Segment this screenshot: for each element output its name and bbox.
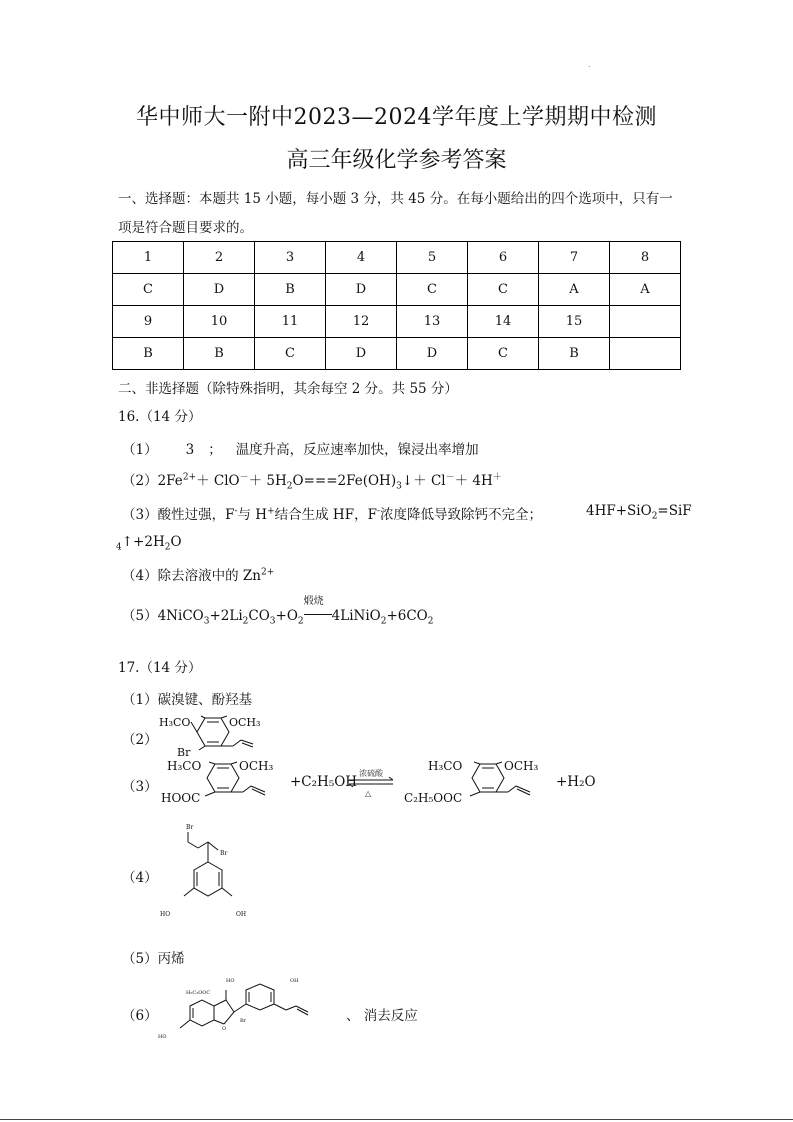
- equation-part: ↓＋ Cl: [401, 473, 446, 489]
- equation-part: CO: [248, 608, 270, 624]
- equation-part: 4LiNiO: [331, 608, 381, 624]
- table-cell: 15: [539, 306, 610, 338]
- answer-text: 浓度降低导致除钙不完全；: [380, 507, 542, 523]
- equilibrium-arrow: [347, 766, 397, 800]
- answer-number: （1）: [122, 442, 158, 458]
- table-cell: 3: [255, 242, 326, 274]
- table-cell: C: [468, 274, 539, 306]
- equation-part: O: [170, 534, 182, 550]
- q16-equation-3b: [116, 534, 182, 553]
- answer-number: （4）: [122, 568, 158, 584]
- table-cell: 1: [113, 242, 184, 274]
- q17-structure-3-reactant: [155, 756, 295, 808]
- label-ho-left: HO: [158, 1034, 167, 1040]
- table-cell: 11: [255, 306, 326, 338]
- q16-answer-2: [122, 469, 502, 492]
- subscript: 3: [269, 616, 276, 627]
- label-o: O: [222, 1026, 227, 1032]
- table-cell: C: [397, 274, 468, 306]
- subscript: 2: [286, 481, 293, 492]
- page-subtitle: 高三年级化学参考答案: [286, 148, 507, 173]
- page-title: 华中师大一附中2023—2024学年度上学期期中检测: [136, 105, 657, 130]
- section1-instructions-line2: 项是符合题目要求的。: [118, 220, 253, 236]
- q17-structure-3-product: [400, 756, 560, 808]
- corner-dot: .: [588, 60, 591, 69]
- label-och3: OCH₃: [504, 759, 539, 773]
- q17-structure-6: [150, 972, 350, 1044]
- superscript: -: [234, 506, 238, 517]
- equation-part: 4NiCO: [157, 608, 204, 624]
- table-cell: B: [113, 338, 184, 370]
- label-hooc: HOOC: [161, 791, 201, 805]
- q17-structure-2: [155, 712, 275, 758]
- label-ho-top: HO: [226, 978, 235, 984]
- table-cell: C: [468, 338, 539, 370]
- label-br-1: Br: [186, 824, 194, 831]
- table-cell: 10: [184, 306, 255, 338]
- reagent-ethanol: +C₂H₅OH: [290, 774, 358, 790]
- q16-header: 16.（14 分）: [118, 409, 202, 425]
- answer-text: 与 H: [237, 507, 268, 523]
- table-row: [113, 242, 681, 274]
- label-ho: HO: [160, 911, 171, 918]
- equation-part: =SiF: [657, 503, 692, 519]
- q16-equation-3a: [586, 503, 692, 522]
- equation-part: 4HF+SiO: [586, 503, 652, 519]
- q17-answer-3-number: （3）: [122, 779, 158, 795]
- table-cell: 12: [326, 306, 397, 338]
- table-cell: D: [326, 338, 397, 370]
- superscript: ＋: [492, 472, 502, 483]
- subscript: 2: [164, 542, 171, 553]
- answer-number: （1）: [122, 692, 158, 708]
- label-h3co: H₃CO: [159, 716, 191, 729]
- label-och3: OCH₃: [229, 716, 261, 729]
- equation-part: ＋ 4H: [454, 473, 493, 489]
- q17-structure-4: [150, 818, 260, 922]
- table-cell: C: [255, 338, 326, 370]
- table-cell: B: [539, 338, 610, 370]
- subscript: 2: [297, 616, 304, 627]
- answer-text: 丙烯: [157, 951, 185, 967]
- superscript: 2+: [182, 472, 197, 483]
- equation-part: ＋ 5H: [248, 473, 287, 489]
- equation-part: +O: [275, 608, 298, 624]
- table-cell: 6: [468, 242, 539, 274]
- page-bottom-border: [0, 1119, 793, 1120]
- answer-text: 酸性过强，F: [157, 507, 235, 523]
- answer-number: （2）: [122, 473, 158, 489]
- table-cell: 14: [468, 306, 539, 338]
- subscript: 2: [427, 616, 434, 627]
- reaction-arrow: [303, 596, 332, 620]
- section1-instructions-line1: 一、选择题：本题共 15 小题，每小题 3 分，共 45 分。在每小题给出的四个选项中，只有一: [118, 191, 673, 207]
- table-cell: D: [326, 274, 397, 306]
- answer-table: [112, 241, 681, 370]
- answer-number: （5）: [122, 951, 158, 967]
- superscript: -: [376, 506, 380, 517]
- q17-answer-6-number: （6）: [122, 1008, 158, 1024]
- table-row: [113, 274, 681, 306]
- table-cell: 4: [326, 242, 397, 274]
- q17-answer-6-text: 、 消去反应: [346, 1008, 418, 1024]
- label-br: Br: [177, 746, 191, 758]
- reaction-condition: 煅烧: [303, 596, 324, 607]
- q17-answer-5: [122, 947, 185, 967]
- q17-answer-2-number: （2）: [122, 732, 158, 748]
- equation-part: ＋ ClO: [196, 473, 240, 489]
- product-water: +H₂O: [556, 774, 596, 790]
- answer-text: 除去溶液中的 Zn: [157, 568, 261, 584]
- subscript: 2: [380, 616, 387, 627]
- label-ester: H₅C₂OOC: [186, 990, 211, 996]
- superscript: －: [445, 472, 455, 483]
- subscript: 2: [651, 511, 658, 522]
- subscript: 3: [203, 616, 210, 627]
- equation-part: O===2Fe(OH): [292, 473, 397, 489]
- table-cell: 9: [113, 306, 184, 338]
- q16-answer-5: [122, 596, 434, 627]
- q16-answer-3: [122, 503, 542, 523]
- section2-instructions: 二、非选择题（除特殊指明，其余每空 2 分。共 55 分）: [118, 381, 458, 397]
- table-cell: B: [184, 338, 255, 370]
- separator: ；: [208, 442, 222, 458]
- table-cell: 5: [397, 242, 468, 274]
- table-cell: 7: [539, 242, 610, 274]
- subscript: 4: [116, 542, 122, 553]
- label-br-2: Br: [220, 850, 228, 857]
- label-br: Br: [240, 1018, 247, 1024]
- label-h3co: H₃CO: [428, 759, 463, 773]
- q16-answer-1: [122, 438, 479, 458]
- label-h3co: H₃CO: [167, 759, 202, 773]
- equation-part: +6CO: [386, 608, 428, 624]
- label-och3: OCH₃: [239, 759, 274, 773]
- table-cell: A: [539, 274, 610, 306]
- answer-number: （3）: [122, 507, 158, 523]
- answer-number: （5）: [122, 608, 158, 624]
- q17-answer-1: [122, 688, 252, 708]
- table-cell: A: [610, 274, 681, 306]
- condition-top: 浓硫酸: [359, 769, 383, 778]
- q16-answer-4: [122, 564, 274, 584]
- q17-answer-4-number: （4）: [122, 870, 158, 886]
- table-cell: D: [184, 274, 255, 306]
- table-cell: 8: [610, 242, 681, 274]
- q17-header: 17.（14 分）: [118, 660, 202, 676]
- superscript: +: [267, 506, 275, 517]
- equation-part: +2Li: [209, 608, 243, 624]
- table-cell: B: [255, 274, 326, 306]
- table-cell: [610, 338, 681, 370]
- subscript: 2: [242, 616, 249, 627]
- condition-bottom: △: [365, 789, 372, 798]
- label-oh-top: OH: [290, 978, 299, 984]
- answer-text: 温度升高，反应速率加快，镍浸出率增加: [235, 442, 479, 458]
- label-oh: OH: [236, 911, 247, 918]
- table-cell: 2: [184, 242, 255, 274]
- table-cell: [610, 306, 681, 338]
- table-cell: 13: [397, 306, 468, 338]
- table-cell: D: [397, 338, 468, 370]
- superscript: 2+: [260, 567, 275, 578]
- answer-text: 结合生成 HF，F: [274, 507, 377, 523]
- equation-part: 2Fe: [157, 473, 183, 489]
- table-row: [113, 338, 681, 370]
- answer-value: 3: [185, 442, 195, 458]
- table-row: [113, 306, 681, 338]
- equation-part: ↑+2H: [121, 534, 165, 550]
- table-cell: C: [113, 274, 184, 306]
- answer-text: 碳溴键、酚羟基: [157, 692, 253, 708]
- superscript: －: [239, 472, 249, 483]
- label-ester: C₂H₅OOC: [404, 791, 463, 805]
- subscript: 3: [396, 481, 402, 492]
